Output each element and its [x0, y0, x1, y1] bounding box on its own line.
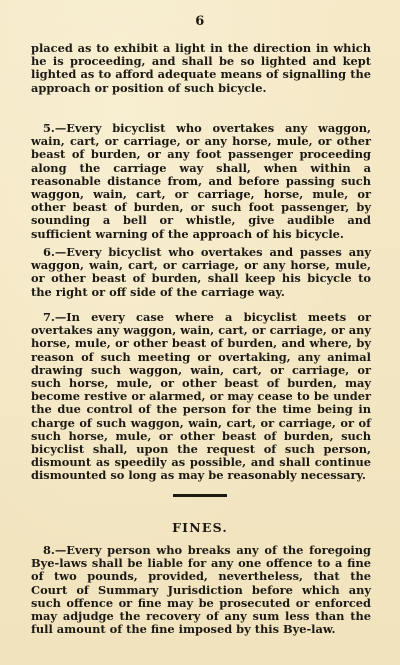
paragraph-continuation	[31, 42, 371, 95]
page-number: 6	[195, 14, 205, 29]
paragraph-rule-6	[31, 246, 371, 299]
section-divider	[173, 494, 227, 497]
paragraph-text: 5.—Every bicyclist who overtakes any waggon, wain, cart, or carriage, or any horse, mule, or other beast of burden, or any foot passenger proceeding along the carriage way shall, when within a reasonable distance from, and before passing such waggon, wain, cart, or carriage, horse, mule, or other beast of burden, or such foot passenger, by sounding a bell or whistle, give audible and sufficient warning of the approach of his bicycle.	[31, 121, 371, 241]
paragraph-text: 7.—In every case where a bicyclist meets or overtakes any waggon, wain, cart, or carriage, or any horse, mule, or other beast of burden, and where, by reason of such meeting or overtaking, any animal drawing such waggon, wain, cart, or carriage, or such horse, mule, or other beast of burden, may become restive or alarmed, or may cease to be under the due control of the person for the time being in charge of such waggon, wain, cart, or carriage, or of such horse, mule, or other beast of burden, such bicyclist shall, upon the request of such person, dismount as speedily as possible, and shall continue dismounted so long as may be reasonably necessary.	[31, 310, 371, 483]
paragraph-text: 8.—Every person who breaks any of the foregoing Bye-laws shall be liable for any one offence to a fine of two pounds, provided, nevertheless, that the Court of Summary Jurisdiction before which any such offence or fine may be prosecuted or enforced may adjudge the recovery of any sum less than the full amount of the fine imposed by this Bye-law.	[31, 543, 371, 637]
paragraph-rule-8	[31, 544, 371, 636]
section-heading-fines: FINES.	[172, 520, 228, 535]
paragraph-text: 6.—Every bicyclist who overtakes and passes any waggon, wain, cart, or carriage, or any horse, mule, or other beast of burden, shall keep his bicycle to the right or off side of the carriage way.	[31, 245, 371, 299]
paragraph-rule-5	[31, 122, 371, 241]
paragraph-rule-7	[31, 311, 371, 483]
paragraph-text: placed as to exhibit a light in the direction in which he is proceeding, and shall be so lighted and kept lighted as to afford adequate means of signalling the approach or position of such bicycle.	[31, 41, 371, 95]
